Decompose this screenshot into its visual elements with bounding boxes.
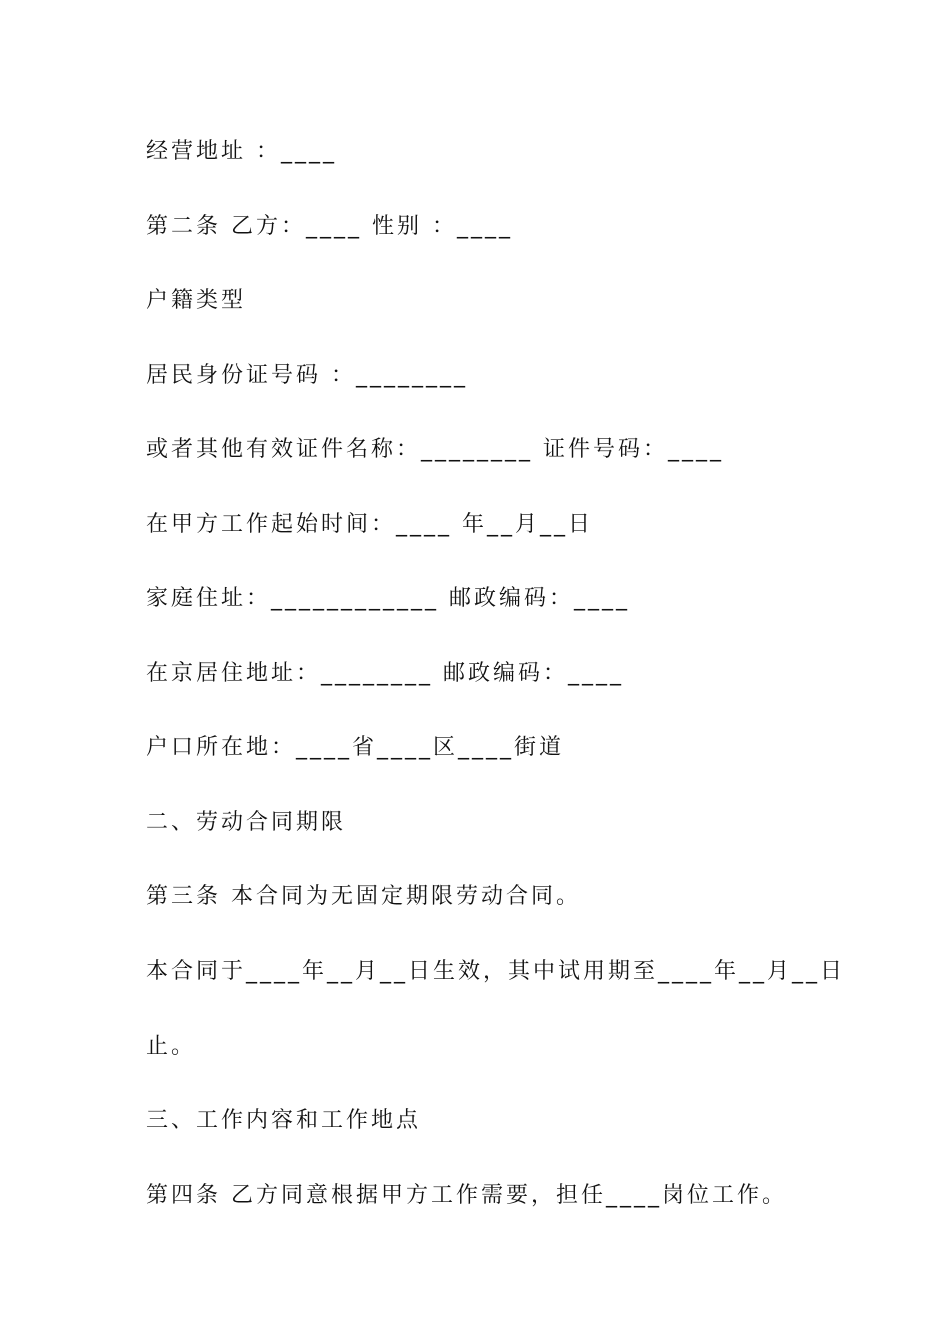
business-address-line: 经营地址 ：____ <box>146 139 337 164</box>
article-2-party-b-line: 第二条 乙方：____ 性别 ：____ <box>146 214 513 239</box>
section-2-heading: 二、劳动合同期限 <box>146 810 347 835</box>
effective-date-line: 本合同于____年__月__日生效，其中试用期至____年__月__日 <box>146 959 846 984</box>
hukou-location-line: 户口所在地：____省____区____街道 <box>146 735 565 760</box>
household-type-line: 户籍类型 <box>146 288 247 313</box>
article-3-line: 第三条 本合同为无固定期限劳动合同。 <box>146 884 581 909</box>
id-number-line: 居民身份证号码 ：________ <box>146 363 468 388</box>
effective-date-line-end: 止。 <box>146 1034 197 1059</box>
home-address-line: 家庭住址：____________ 邮政编码：____ <box>146 586 630 611</box>
start-date-line: 在甲方工作起始时间：____ 年__月__日 <box>146 512 593 537</box>
beijing-address-line: 在京居住地址：________ 邮政编码：____ <box>146 661 624 686</box>
article-4-line: 第四条 乙方同意根据甲方工作需要，担任____岗位工作。 <box>146 1183 787 1208</box>
section-3-heading: 三、工作内容和工作地点 <box>146 1108 422 1133</box>
other-certificate-line: 或者其他有效证件名称：________ 证件号码：____ <box>146 437 724 462</box>
